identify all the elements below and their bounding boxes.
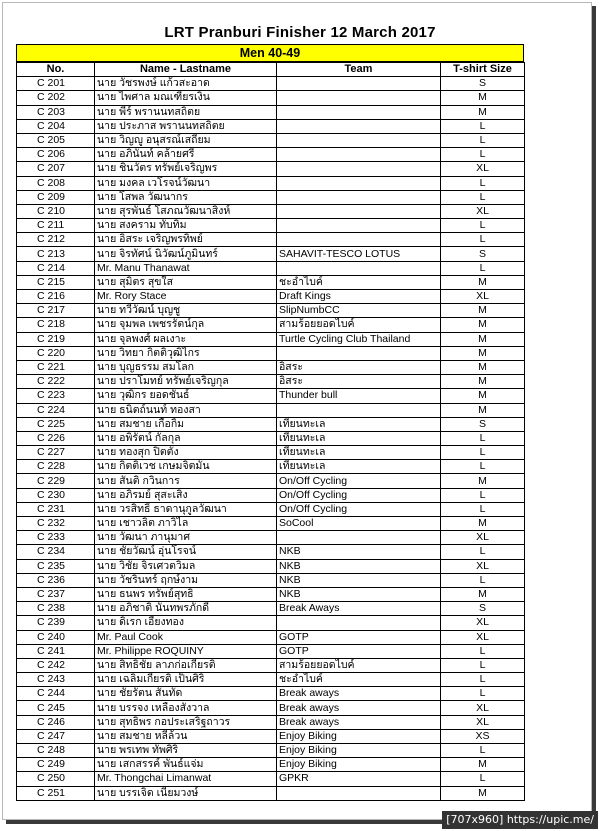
cell-size: L bbox=[441, 545, 525, 559]
cell-team: NKB bbox=[277, 559, 441, 573]
cell-team: Enjoy Biking bbox=[277, 729, 441, 743]
cell-name: นาย วิชัย จิรเศวตวิมล bbox=[95, 559, 277, 573]
cell-size: L bbox=[441, 119, 525, 133]
cell-name: นาย วัชรพงษ์ แก้วสะอาด bbox=[95, 77, 277, 91]
table-row bbox=[17, 744, 525, 758]
cell-no: C 212 bbox=[17, 233, 95, 247]
cell-name: นาย สงคราม ทับทิม bbox=[95, 219, 277, 233]
cell-team: เทียนทะเล bbox=[277, 417, 441, 431]
cell-name: นาย เฉลิมเกียรติ เป็นศิริ bbox=[95, 673, 277, 687]
cell-team: Turtle Cycling Club Thailand bbox=[277, 332, 441, 346]
table-row bbox=[17, 559, 525, 573]
cell-team: NKB bbox=[277, 545, 441, 559]
cell-no: C 247 bbox=[17, 729, 95, 743]
cell-size: L bbox=[441, 148, 525, 162]
cell-name: นาย ชินวัตร ทรัพย์เจริญพร bbox=[95, 162, 277, 176]
cell-team: SoCool bbox=[277, 517, 441, 531]
cell-size: M bbox=[441, 474, 525, 488]
cell-size: S bbox=[441, 417, 525, 431]
table-row bbox=[17, 105, 525, 119]
cell-size: M bbox=[441, 91, 525, 105]
cell-size: L bbox=[441, 190, 525, 204]
cell-no: C 223 bbox=[17, 389, 95, 403]
cell-size: M bbox=[441, 346, 525, 360]
table-row bbox=[17, 162, 525, 176]
cell-no: C 210 bbox=[17, 204, 95, 218]
cell-name: Mr. Rory Stace bbox=[95, 290, 277, 304]
table-row bbox=[17, 290, 525, 304]
cell-size: L bbox=[441, 446, 525, 460]
cell-team: GOTP bbox=[277, 644, 441, 658]
cell-name: นาย ปราโมทย์ ทรัพย์เจริญกุล bbox=[95, 375, 277, 389]
cell-size: M bbox=[441, 318, 525, 332]
table-row bbox=[17, 673, 525, 687]
table-row bbox=[17, 190, 525, 204]
table-row bbox=[17, 204, 525, 218]
cell-size: L bbox=[441, 744, 525, 758]
cell-no: C 217 bbox=[17, 304, 95, 318]
table-row bbox=[17, 630, 525, 644]
cell-size: XL bbox=[441, 531, 525, 545]
cell-team bbox=[277, 105, 441, 119]
cell-name: นาย สุทธิพร กอประเสริฐถาวร bbox=[95, 715, 277, 729]
cell-name: Mr. Manu Thanawat bbox=[95, 261, 277, 275]
cell-team bbox=[277, 531, 441, 545]
table-row bbox=[17, 275, 525, 289]
cell-size: S bbox=[441, 77, 525, 91]
cell-team: Break aways bbox=[277, 701, 441, 715]
cell-size: L bbox=[441, 431, 525, 445]
table-row bbox=[17, 304, 525, 318]
table-row bbox=[17, 403, 525, 417]
cell-team bbox=[277, 616, 441, 630]
table-row bbox=[17, 148, 525, 162]
cell-no: C 216 bbox=[17, 290, 95, 304]
cell-team bbox=[277, 219, 441, 233]
table-row bbox=[17, 573, 525, 587]
cell-size: S bbox=[441, 602, 525, 616]
cell-size: M bbox=[441, 758, 525, 772]
table-row bbox=[17, 219, 525, 233]
cell-team bbox=[277, 176, 441, 190]
cell-no: C 234 bbox=[17, 545, 95, 559]
cell-name: นาย วัชรินทร์ ฤกษ์งาม bbox=[95, 573, 277, 587]
cell-size: L bbox=[441, 460, 525, 474]
group-header: Men 40-49 bbox=[16, 44, 524, 62]
cell-no: C 204 bbox=[17, 119, 95, 133]
cell-team: เทียนทะเล bbox=[277, 460, 441, 474]
cell-team bbox=[277, 346, 441, 360]
cell-no: C 242 bbox=[17, 658, 95, 672]
table-row bbox=[17, 77, 525, 91]
cell-no: C 207 bbox=[17, 162, 95, 176]
cell-name: นาย จิรทัศน์ นิวัฒน์ภูมินทร์ bbox=[95, 247, 277, 261]
column-header-no: No. bbox=[17, 63, 95, 77]
table-header-row bbox=[17, 63, 525, 77]
cell-size: L bbox=[441, 176, 525, 190]
cell-team bbox=[277, 261, 441, 275]
cell-name: นาย บรรจง เหลืองสังวาล bbox=[95, 701, 277, 715]
cell-name: นาย เสกสรรค์ พันธ์แจ่ม bbox=[95, 758, 277, 772]
cell-name: นาย กิตติเวช เกษมจิตมั่น bbox=[95, 460, 277, 474]
cell-name: นาย วิทยา กิตติวุฒิไกร bbox=[95, 346, 277, 360]
cell-size: L bbox=[441, 673, 525, 687]
cell-name: Mr. Philippe ROQUINY bbox=[95, 644, 277, 658]
cell-size: M bbox=[441, 375, 525, 389]
cell-team bbox=[277, 233, 441, 247]
cell-name: นาย จุลพงศ์ ผลเงาะ bbox=[95, 332, 277, 346]
cell-no: C 211 bbox=[17, 219, 95, 233]
cell-name: นาย เชาวลิต ภาวิไล bbox=[95, 517, 277, 531]
cell-no: C 249 bbox=[17, 758, 95, 772]
table-row bbox=[17, 119, 525, 133]
cell-team: เทียนทะเล bbox=[277, 446, 441, 460]
cell-no: C 219 bbox=[17, 332, 95, 346]
cell-team: ชะอำไบค์ bbox=[277, 275, 441, 289]
cell-no: C 203 bbox=[17, 105, 95, 119]
table-row bbox=[17, 332, 525, 346]
cell-name: นาย โสพล วัฒนากร bbox=[95, 190, 277, 204]
cell-size: M bbox=[441, 275, 525, 289]
cell-no: C 232 bbox=[17, 517, 95, 531]
table-row bbox=[17, 261, 525, 275]
cell-no: C 243 bbox=[17, 673, 95, 687]
cell-no: C 225 bbox=[17, 417, 95, 431]
column-header-name: Name - Lastname bbox=[95, 63, 277, 77]
cell-name: Mr. Thongchai Limanwat bbox=[95, 772, 277, 786]
table-row bbox=[17, 91, 525, 105]
cell-no: C 237 bbox=[17, 587, 95, 601]
cell-no: C 251 bbox=[17, 786, 95, 800]
table-row bbox=[17, 233, 525, 247]
table-row bbox=[17, 133, 525, 147]
cell-size: M bbox=[441, 587, 525, 601]
cell-team: สามร้อยยอดไบค์ bbox=[277, 318, 441, 332]
cell-name: นาย ประภาส พรานนทสถิตย bbox=[95, 119, 277, 133]
cell-name: นาย ดิเรก เอี้ยงทอง bbox=[95, 616, 277, 630]
cell-size: XL bbox=[441, 630, 525, 644]
cell-team: GOTP bbox=[277, 630, 441, 644]
cell-name: นาย วุฒิกร ยอดชันธ์ bbox=[95, 389, 277, 403]
cell-name: นาย ชัยวัฒน์ อุ่นโรจน์ bbox=[95, 545, 277, 559]
cell-team: เทียนทะเล bbox=[277, 431, 441, 445]
table-row bbox=[17, 644, 525, 658]
cell-no: C 230 bbox=[17, 488, 95, 502]
table-row bbox=[17, 715, 525, 729]
cell-no: C 248 bbox=[17, 744, 95, 758]
table-row bbox=[17, 417, 525, 431]
column-header-team: Team bbox=[277, 63, 441, 77]
cell-no: C 240 bbox=[17, 630, 95, 644]
cell-name: นาย อภินันท์ คล้ายศรี bbox=[95, 148, 277, 162]
cell-no: C 208 bbox=[17, 176, 95, 190]
table-row bbox=[17, 687, 525, 701]
cell-no: C 238 bbox=[17, 602, 95, 616]
cell-team bbox=[277, 190, 441, 204]
cell-no: C 229 bbox=[17, 474, 95, 488]
cell-team: On/Off Cycling bbox=[277, 474, 441, 488]
cell-size: M bbox=[441, 389, 525, 403]
cell-name: นาย สิทธิชัย ลาภก่อเกียรติ bbox=[95, 658, 277, 672]
cell-size: M bbox=[441, 332, 525, 346]
cell-name: นาย อภิชาติ นันทพรภักดี bbox=[95, 602, 277, 616]
cell-no: C 239 bbox=[17, 616, 95, 630]
cell-name: นาย อิสระ เจริญพรทิพย์ bbox=[95, 233, 277, 247]
cell-team: Break aways bbox=[277, 687, 441, 701]
cell-team bbox=[277, 119, 441, 133]
cell-name: นาย ไพศาล มณเฑียรเงิน bbox=[95, 91, 277, 105]
cell-name: นาย ธนิตถ์นนท์ ทองสา bbox=[95, 403, 277, 417]
cell-no: C 205 bbox=[17, 133, 95, 147]
cell-team: ชะอำไบค์ bbox=[277, 673, 441, 687]
cell-team: SAHAVIT-TESCO LOTUS bbox=[277, 247, 441, 261]
table-row bbox=[17, 658, 525, 672]
cell-name: นาย สุมิตร สุขใส bbox=[95, 275, 277, 289]
cell-name: นาย จุมพล เพชรรัตน์กุล bbox=[95, 318, 277, 332]
cell-name: นาย สุรพันธ์ โสภณวัฒนาสิงห์ bbox=[95, 204, 277, 218]
table-row bbox=[17, 545, 525, 559]
cell-size: L bbox=[441, 233, 525, 247]
cell-size: M bbox=[441, 105, 525, 119]
cell-size: XL bbox=[441, 701, 525, 715]
table-row bbox=[17, 531, 525, 545]
table-row bbox=[17, 460, 525, 474]
table-row bbox=[17, 318, 525, 332]
cell-no: C 214 bbox=[17, 261, 95, 275]
cell-size: L bbox=[441, 658, 525, 672]
cell-name: นาย สันติ กวินการ bbox=[95, 474, 277, 488]
cell-no: C 221 bbox=[17, 360, 95, 374]
cell-team bbox=[277, 133, 441, 147]
image-host-footer: [707x960] https://upic.me/ bbox=[442, 811, 598, 829]
cell-size: M bbox=[441, 360, 525, 374]
cell-size: L bbox=[441, 687, 525, 701]
cell-no: C 215 bbox=[17, 275, 95, 289]
table-row bbox=[17, 375, 525, 389]
table-row bbox=[17, 247, 525, 261]
table-row bbox=[17, 346, 525, 360]
cell-no: C 235 bbox=[17, 559, 95, 573]
cell-team: Draft Kings bbox=[277, 290, 441, 304]
cell-size: M bbox=[441, 304, 525, 318]
cell-no: C 250 bbox=[17, 772, 95, 786]
cell-no: C 227 bbox=[17, 446, 95, 460]
cell-size: XL bbox=[441, 204, 525, 218]
table-row bbox=[17, 729, 525, 743]
cell-no: C 209 bbox=[17, 190, 95, 204]
finisher-table bbox=[16, 62, 525, 801]
cell-no: C 228 bbox=[17, 460, 95, 474]
cell-size: S bbox=[441, 247, 525, 261]
table-row bbox=[17, 616, 525, 630]
cell-team: On/Off Cycling bbox=[277, 488, 441, 502]
table-row bbox=[17, 488, 525, 502]
table-row bbox=[17, 474, 525, 488]
cell-name: นาย ธนพร ทรัพย์สุทธิ bbox=[95, 587, 277, 601]
cell-name: นาย วิญญู อนุสรณ์เสถียม bbox=[95, 133, 277, 147]
table-row bbox=[17, 502, 525, 516]
column-header-size: T-shirt Size bbox=[441, 63, 525, 77]
cell-team bbox=[277, 204, 441, 218]
table-row bbox=[17, 587, 525, 601]
table-row bbox=[17, 176, 525, 190]
cell-size: L bbox=[441, 488, 525, 502]
table-row bbox=[17, 517, 525, 531]
cell-size: L bbox=[441, 219, 525, 233]
cell-team bbox=[277, 148, 441, 162]
cell-team: Break aways bbox=[277, 715, 441, 729]
cell-no: C 231 bbox=[17, 502, 95, 516]
table-row bbox=[17, 446, 525, 460]
cell-team: NKB bbox=[277, 587, 441, 601]
cell-no: C 246 bbox=[17, 715, 95, 729]
table-row bbox=[17, 758, 525, 772]
cell-size: XL bbox=[441, 290, 525, 304]
cell-no: C 224 bbox=[17, 403, 95, 417]
cell-no: C 201 bbox=[17, 77, 95, 91]
cell-no: C 244 bbox=[17, 687, 95, 701]
cell-size: L bbox=[441, 261, 525, 275]
cell-size: XL bbox=[441, 559, 525, 573]
cell-team: Break Aways bbox=[277, 602, 441, 616]
cell-size: L bbox=[441, 133, 525, 147]
cell-team: อิสระ bbox=[277, 360, 441, 374]
cell-no: C 206 bbox=[17, 148, 95, 162]
cell-size: L bbox=[441, 644, 525, 658]
table-row bbox=[17, 701, 525, 715]
cell-no: C 202 bbox=[17, 91, 95, 105]
cell-name: นาย บรรเจิด เนียมวงษ์ bbox=[95, 786, 277, 800]
cell-size: L bbox=[441, 573, 525, 587]
page-title: LRT Pranburi Finisher 12 March 2017 bbox=[164, 24, 436, 41]
cell-name: นาย ชัยรัตน สันทัด bbox=[95, 687, 277, 701]
cell-name: นาย ทองสุก ปิตตัง bbox=[95, 446, 277, 460]
cell-no: C 241 bbox=[17, 644, 95, 658]
cell-size: L bbox=[441, 502, 525, 516]
cell-name: นาย พีร์ พรานนทสถิตย bbox=[95, 105, 277, 119]
cell-team bbox=[277, 786, 441, 800]
cell-size: M bbox=[441, 403, 525, 417]
cell-size: M bbox=[441, 786, 525, 800]
cell-name: Mr. Paul Cook bbox=[95, 630, 277, 644]
cell-team: On/Off Cycling bbox=[277, 502, 441, 516]
cell-team bbox=[277, 162, 441, 176]
table-row bbox=[17, 360, 525, 374]
table-row bbox=[17, 602, 525, 616]
cell-name: นาย วัฒนา ภานุมาศ bbox=[95, 531, 277, 545]
cell-no: C 222 bbox=[17, 375, 95, 389]
cell-no: C 218 bbox=[17, 318, 95, 332]
cell-team bbox=[277, 91, 441, 105]
cell-name: นาย อภิรมย์ สุสะเสิ่ง bbox=[95, 488, 277, 502]
table-row bbox=[17, 772, 525, 786]
cell-name: นาย ทวีวัฒน์ บุญชู bbox=[95, 304, 277, 318]
cell-no: C 236 bbox=[17, 573, 95, 587]
cell-team: อิสระ bbox=[277, 375, 441, 389]
cell-team: สามร้อยยอดไบค์ bbox=[277, 658, 441, 672]
cell-team: SlipNumbCC bbox=[277, 304, 441, 318]
table-row bbox=[17, 786, 525, 800]
cell-name: นาย สมชาย หลีล้วน bbox=[95, 729, 277, 743]
cell-name: นาย วรสิทธิ์ ธาดานุกูลวัฒนา bbox=[95, 502, 277, 516]
cell-name: นาย อพิรัตน์ กัลกุล bbox=[95, 431, 277, 445]
table-body bbox=[17, 77, 525, 801]
cell-name: นาย มงคล เวโรจน์วัฒนา bbox=[95, 176, 277, 190]
cell-team bbox=[277, 403, 441, 417]
table-row bbox=[17, 389, 525, 403]
cell-size: XL bbox=[441, 162, 525, 176]
cell-team: Enjoy Biking bbox=[277, 758, 441, 772]
cell-no: C 245 bbox=[17, 701, 95, 715]
cell-team: GPKR bbox=[277, 772, 441, 786]
cell-size: XL bbox=[441, 616, 525, 630]
cell-name: นาย สมชาย เกื้อกิ้ม bbox=[95, 417, 277, 431]
cell-size: L bbox=[441, 772, 525, 786]
cell-no: C 226 bbox=[17, 431, 95, 445]
cell-team: NKB bbox=[277, 573, 441, 587]
cell-size: M bbox=[441, 517, 525, 531]
table-row bbox=[17, 431, 525, 445]
cell-team bbox=[277, 77, 441, 91]
cell-no: C 220 bbox=[17, 346, 95, 360]
cell-name: นาย บุญธรรม สมโลก bbox=[95, 360, 277, 374]
cell-no: C 213 bbox=[17, 247, 95, 261]
cell-size: XL bbox=[441, 715, 525, 729]
cell-name: นาย พรเทพ ทัพศิริ bbox=[95, 744, 277, 758]
cell-team: Enjoy Biking bbox=[277, 744, 441, 758]
cell-team: Thunder bull bbox=[277, 389, 441, 403]
cell-no: C 233 bbox=[17, 531, 95, 545]
cell-size: XS bbox=[441, 729, 525, 743]
